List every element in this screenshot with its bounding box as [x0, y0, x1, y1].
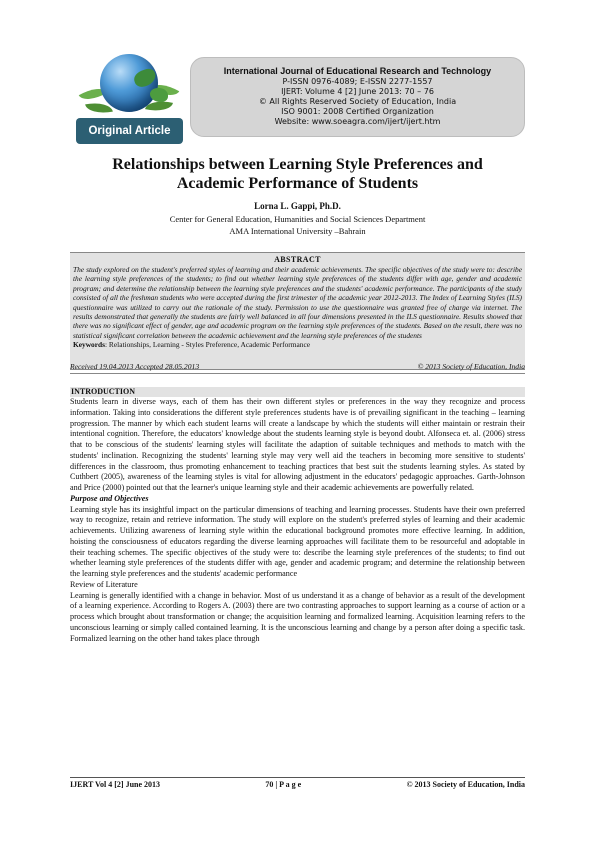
journal-volume: IJERT: Volume 4 [2] June 2013: 70 – 76 [281, 87, 434, 96]
journal-website[interactable]: Website: www.soeagra.com/ijert/ijert.htm [274, 117, 441, 126]
section-heading-introduction: INTRODUCTION [70, 387, 525, 397]
author-affiliation-university: AMA International University –Bahrain [229, 226, 366, 236]
dates-copyright: © 2013 Society of Education, India [417, 362, 525, 371]
journal-iso: ISO 9001: 2008 Certified Organization [281, 107, 434, 116]
abstract-heading: ABSTRACT [274, 255, 321, 264]
footer-copyright: © 2013 Society of Education, India [406, 780, 525, 789]
page-footer [70, 780, 525, 789]
divider [70, 777, 525, 778]
journal-issn: P-ISSN 0976-4089; E-ISSN 2277-1557 [282, 77, 433, 86]
globe-icon [100, 54, 158, 112]
author-name: Lorna L. Gappi, Ph.D. [254, 201, 341, 211]
divider [70, 373, 525, 374]
journal-name: International Journal of Educational Research and Technology [223, 66, 492, 76]
paper-title [60, 155, 535, 193]
article-dates [70, 362, 525, 371]
paper-title-line-1: Relationships between Learning Style Preferences and [112, 156, 483, 173]
article-type-badge: Original Article [76, 118, 183, 144]
keywords [73, 340, 522, 349]
subheading-purpose: Purpose and Objectives [70, 493, 149, 503]
paragraph-purpose: Learning style has its insightful impact on the particular dimensions of teaching and learning processes. Students have their own preferred way to recognize, retain and retrieve information. The study will explore on the student's preferred styles of learning and their academic achievements. Utilizing awareness of learning style within the educational background promotes more effective learning. In addition, hoisting the consciousness of educators regarding the diverse learning approaches will facilitate them to be resourceful and adoptable in their teaching schemes. The specific objectives of the study were to: describe the learning style preferences of the students; to find out whether learning style preferences of the students differ with age, gender and academic program; and determine the relationship between the learning style preferences and the students' academic performance [70, 504, 525, 578]
subheading-review: Review of Literature [70, 579, 138, 589]
author-affiliation-department: Center for General Education, Humanities and Social Sciences Department [169, 214, 426, 224]
journal-logo [76, 50, 184, 146]
paragraph-review: Learning is generally identified with a change in behavior. Most of us understand it as a change of behavior as a result of the development of a learning experience. According to Rogers A. (2003) there are two contrasting approaches to support learning as a course of action or a process which brought about transformation or change; the acquisition learning and formalized learning. Acquisition learning refers to the unconscious learning or simply called contained learning. It is the unconscious learning and change by a person after doing a specific task. Formalized learning on the other hand takes place through [70, 590, 525, 643]
journal-info-box [190, 57, 525, 137]
received-accepted-dates: Received 19.04.2013 Accepted 28.05.2013 [70, 362, 200, 371]
article-body [70, 387, 525, 644]
abstract-box [70, 252, 525, 370]
journal-rights: © All Rights Reserved Society of Education, India [258, 97, 457, 106]
abstract-text: The study explored on the student's preferred styles of learning and their academic achievements. The specific objectives of the study were to: describe the learning style preferences of the students; to find out whether learning style preferences of the students differ with age, gender and academic program; and determine the relationship between the learning style preferences and the students' academic performance. The participants of the study consisted of all the freshman students who were accepted during the first trimester of the academic year 2012-2013. The Index of Learning Styles (ILS) questionnaire was utilized to carry out the rationale of the study. Permission to use the questionnaire was granted free of charge via internet. The results demonstrated that generally the students are fairly well balanced in all four dimensions presented in the ILS questionnaire. Results showed that there was no significant effect of gender, age and academic program on the learning style preferences of the students. Based on the result, there was no statistical significant correlation between the academic achievement and the learning style preferences of the students [73, 265, 522, 340]
paragraph-introduction: Students learn in diverse ways, each of them has their own different styles or preferences in the way they recognize and process information. Taking into considerations the different style preferences students have is of prevailing significant in the teaching – learning progression. The manner by which each student learns will create a landscape by which the students will either maintain or restrain their intentional cognition. Therefore, the educators' knowledge about the students learning style is beyond doubt. Alfonseca et. al. (2006) stress that to be conscious of the students' learning styles will facilitate the adaption of suitable techniques and methods to match with the students' inclination. Recognizing the students' learning style may very well aid the teachers in becoming more sensitive to students' differences in the classroom, thus promoting enhancement to teaching practices that best suit the students learning styles. As stated by Cuthbert (2005), awareness of the learning styles is vital for allowing adjustment in the educators' pedagogic approaches. Garth-Johnson and Price (2000) pointed out that the learner's unique learning style and their academic achievements are powerfully related. [70, 397, 525, 492]
footer-journal-issue: IJERT Vol 4 [2] June 2013 [70, 780, 161, 789]
paper-title-line-2: Academic Performance of Students [176, 175, 419, 192]
keywords-text: : Relationships, Learning - Styles Preference, Academic Performance [105, 340, 311, 350]
keywords-label: Keywords [73, 340, 106, 350]
footer-page-number: 70 | P a g e [265, 780, 302, 789]
